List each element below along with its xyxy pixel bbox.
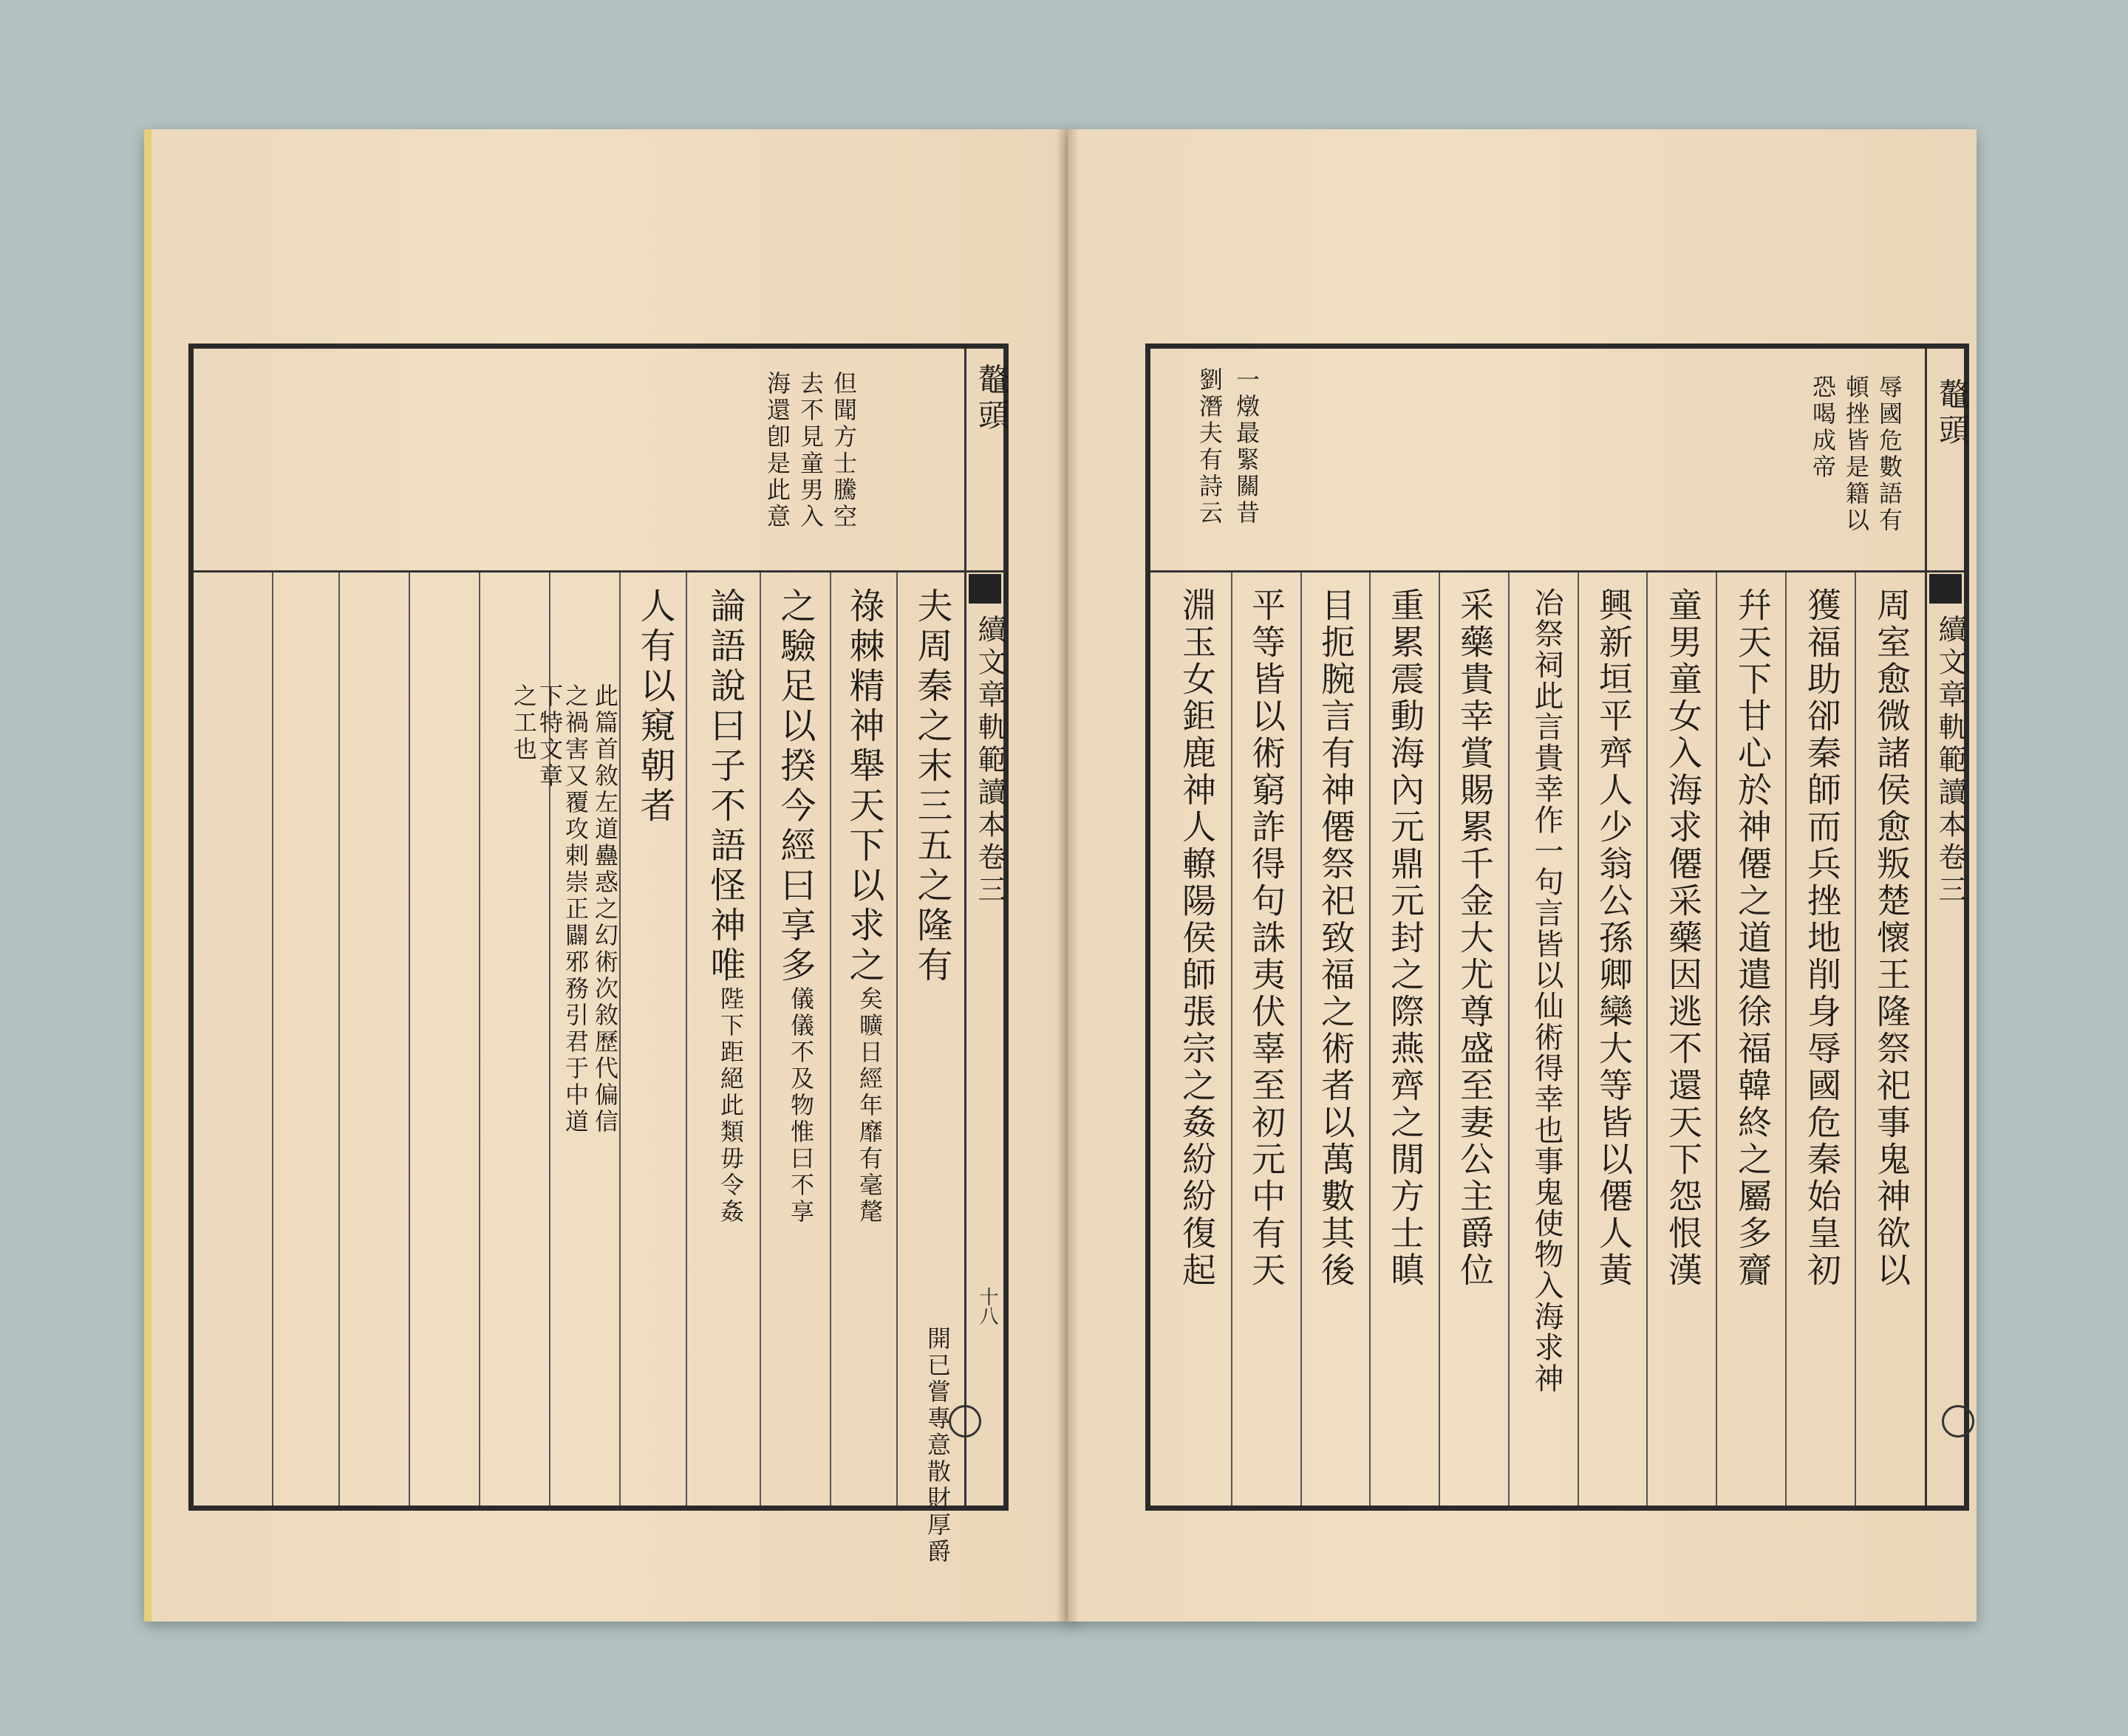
column-rule xyxy=(686,573,687,1506)
left-page xyxy=(144,129,1075,1621)
right-spine-column xyxy=(1925,349,1971,1506)
commentary-line: 之工也 xyxy=(510,683,538,763)
fish-tail-mark xyxy=(1929,574,1962,604)
page-circle-mark xyxy=(1942,1405,1974,1438)
main-text-column: 采藥貴幸賞賜累千金大尤尊盛至妻公主爵位 xyxy=(1455,587,1495,1289)
headnote-line: 辱國危數語有 xyxy=(1875,375,1903,534)
column-rule xyxy=(1508,573,1510,1506)
headnote-line: 去不見童男入 xyxy=(797,371,825,530)
main-text-column: 目扼腕言有神僊祭祀致福之術者以萬數其後 xyxy=(1316,587,1356,1289)
inline-note: 開已嘗專意散財厚爵 xyxy=(924,1326,952,1565)
spine-title: 續文章軌範讀本卷三 xyxy=(973,615,1006,907)
headnote-line: 海還卽是此意 xyxy=(763,371,791,530)
left-spine-column xyxy=(964,349,1010,1506)
main-text-column: 童男童女入海求僊采藥因逃不還天下怨恨漢 xyxy=(1663,587,1703,1289)
main-text-column: 夫周秦之末三五之隆有 xyxy=(911,587,952,986)
inline-note: 儀儀不及物惟曰不享 xyxy=(787,986,815,1226)
main-text-column: 幷天下甘心於神僊之道遣徐福韓終之屬多齎 xyxy=(1733,587,1773,1289)
commentary-line: 之禍害又覆攻剌崇正闢邪務引君于中道 xyxy=(562,683,590,1135)
right-page-frame xyxy=(1145,344,1969,1511)
open-book xyxy=(144,129,1977,1629)
column-rule xyxy=(1231,573,1232,1506)
commentary-line: 此篇首敘左道蠱惑之幻術次敘歷代偏信 xyxy=(591,683,619,1135)
headnote-line: 恐喝成帝 xyxy=(1809,375,1837,481)
headnote-line: 劉潛夫有詩云 xyxy=(1196,367,1224,527)
column-rule xyxy=(1646,573,1648,1506)
column-rule xyxy=(760,573,761,1506)
main-text-column: 淵玉女鉅鹿神人轑陽侯師張宗之姦紛紛復起 xyxy=(1177,587,1217,1289)
column-rule xyxy=(1578,573,1579,1506)
main-text-column: 冶祭祠此言貴幸作一句言皆以仙術得幸也事鬼使物入海求神 xyxy=(1530,587,1563,1394)
headnote-line: 一燉最緊關昔 xyxy=(1232,367,1261,527)
column-rule xyxy=(1300,573,1302,1506)
column-rule xyxy=(338,573,340,1506)
folio-number: 十八 xyxy=(976,1287,998,1325)
inline-note: 矣曠日經年靡有毫氂 xyxy=(856,986,884,1226)
main-text-column: 論語說曰子不語怪神唯 xyxy=(704,587,746,986)
right-page xyxy=(1068,129,1977,1621)
main-text-column: 周室愈微諸侯愈叛楚懷王隆祭祀事鬼神欲以 xyxy=(1872,587,1912,1289)
main-text-column: 之驗足以揆今經曰享多 xyxy=(774,587,816,986)
column-rule xyxy=(479,573,480,1506)
fish-tail-mark xyxy=(969,574,1001,604)
header-label: 鼇頭 xyxy=(974,363,1010,434)
column-rule xyxy=(1369,573,1371,1506)
main-text-column: 祿棘精神舉天下以求之 xyxy=(843,587,884,986)
right-main-text xyxy=(1150,573,1925,1506)
column-rule xyxy=(272,573,273,1506)
main-text-column: 人有以窺朝者 xyxy=(634,587,675,827)
main-text-column: 獲福助卻秦師而兵挫地削身辱國危秦始皇初 xyxy=(1802,587,1842,1289)
book-gutter xyxy=(1057,129,1079,1621)
left-page-frame xyxy=(188,344,1010,1565)
headnote-line: 但聞方士騰空 xyxy=(830,371,858,530)
column-rule xyxy=(896,573,898,1506)
inline-note: 陛下距絕此類毋令姦 xyxy=(717,986,745,1226)
main-text-column: 平等皆以術窮詐得句誅夷伏辜至初元中有天 xyxy=(1247,587,1286,1289)
column-rule xyxy=(1439,573,1440,1506)
column-rule xyxy=(1855,573,1856,1506)
column-rule xyxy=(409,573,410,1506)
main-text-column: 重累震動海內元鼎元封之際燕齊之閒方士瞋 xyxy=(1385,587,1425,1289)
left-headnote-area xyxy=(194,349,1003,573)
right-headnote-area xyxy=(1150,349,1964,573)
column-rule xyxy=(1785,573,1787,1506)
column-rule xyxy=(1716,573,1717,1506)
headnote-line: 頓挫皆是籍以 xyxy=(1842,375,1870,534)
column-rule xyxy=(830,573,831,1506)
spine-title: 續文章軌範讀本卷三 xyxy=(1934,615,1966,907)
left-main-text xyxy=(194,573,964,1565)
header-label: 鼇頭 xyxy=(1934,378,1971,449)
column-rule xyxy=(619,573,621,1506)
main-text-column: 興新垣平齊人少翁公孫卿欒大等皆以僊人黃 xyxy=(1594,587,1634,1289)
commentary-line: 下特文章 xyxy=(536,683,564,790)
